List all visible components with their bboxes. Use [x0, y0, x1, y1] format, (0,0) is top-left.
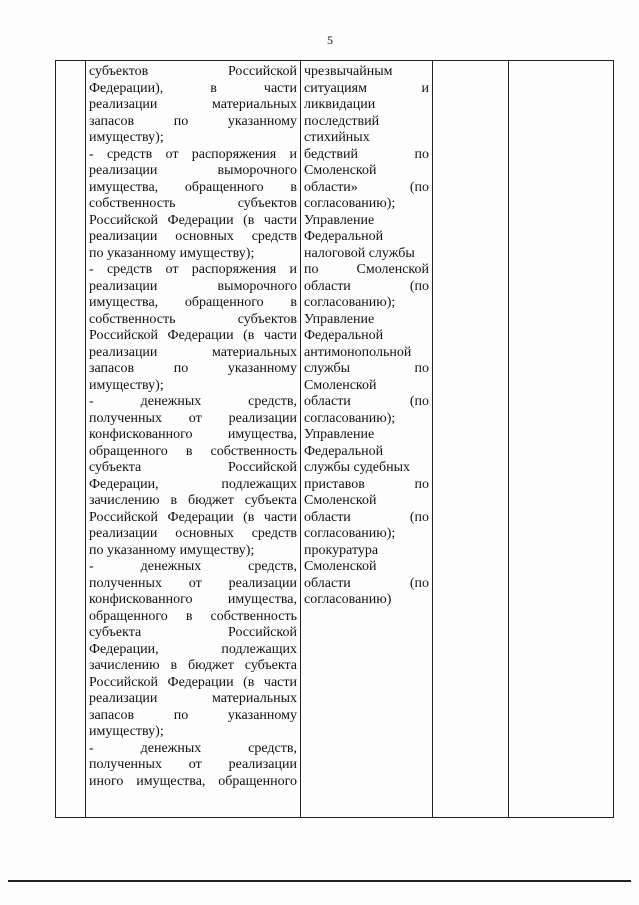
document-table	[55, 60, 614, 818]
text-line: приставов по	[304, 476, 429, 492]
text-line: - денежных средств,	[89, 740, 297, 756]
text-line: полученных от реализации	[89, 757, 297, 772]
text-line: бедствий по	[304, 146, 429, 162]
text-line: запасов по указанному	[89, 361, 297, 376]
text-line: Российской Федерации (в части	[89, 674, 297, 690]
text-line: - денежных средств,	[89, 559, 297, 574]
cell-number	[56, 61, 86, 818]
text-line: последствий	[304, 113, 380, 129]
text-line: запасов по указанному	[89, 113, 297, 129]
text-line: Смоленской	[304, 493, 377, 508]
text-line: обращенного в собственность	[89, 443, 297, 459]
text-line: Российской Федерации (в части	[89, 328, 297, 343]
text-line: согласованию);	[304, 196, 396, 211]
text-line: чрезвычайным	[304, 64, 393, 79]
text-line: согласованию);	[304, 526, 396, 541]
page-number: 5	[327, 33, 333, 47]
text-line: конфискованного имущества,	[89, 592, 297, 607]
text-line: реализации основных средств	[89, 526, 297, 541]
text-line: имуществу);	[89, 724, 164, 739]
text-line: субъектов Российской	[89, 64, 297, 79]
text-line: службы судебных	[304, 460, 411, 475]
text-line: антимонопольной	[304, 344, 412, 360]
text-line: полученных от реализации	[89, 410, 297, 426]
text-line: обращенного в собственность	[89, 608, 297, 624]
text-line: имуществу);	[89, 130, 164, 145]
text-line: стихийных	[304, 130, 370, 145]
text-line: Управление	[304, 311, 375, 327]
text-line: зачислению в бюджет субъекта	[89, 493, 297, 508]
text-line: реализации материальных	[89, 691, 297, 706]
text-line: запасов по указанному	[89, 707, 297, 723]
text-line: имущества, обращенного в	[89, 179, 297, 195]
text-line: - денежных средств,	[89, 394, 297, 409]
text-line: реализации выморочного	[89, 163, 297, 178]
sources-text	[86, 61, 300, 790]
text-line: субъекта Российской	[89, 625, 297, 640]
text-line: полученных от реализации	[89, 575, 297, 591]
text-line: Федерации), в части	[89, 80, 297, 96]
text-line: ликвидации	[304, 97, 376, 112]
text-line: согласованию);	[304, 410, 396, 426]
text-line: конфискованного имущества,	[89, 427, 297, 442]
table-row	[56, 61, 614, 818]
text-line: реализации материальных	[89, 97, 297, 112]
text-line: - средств от распоряжения и	[89, 146, 297, 162]
text-line: Федеральной	[304, 443, 384, 459]
text-line: по указанному имуществу);	[89, 245, 255, 261]
cell-deadline	[433, 61, 509, 818]
text-line: Смоленской	[304, 163, 377, 178]
text-line: субъекта Российской	[89, 460, 297, 475]
text-line: Управление	[304, 427, 375, 442]
text-line: области (по	[304, 509, 429, 525]
text-line: области (по	[304, 394, 429, 409]
text-line: собственность субъектов	[89, 196, 297, 211]
text-line: зачислению в бюджет субъекта	[89, 658, 297, 673]
text-line: реализации выморочного	[89, 278, 297, 294]
text-line: Федерации, подлежащих	[89, 641, 297, 657]
text-line: Федерации, подлежащих	[89, 476, 297, 492]
text-line: Федеральной	[304, 229, 384, 244]
text-line: области (по	[304, 278, 429, 294]
text-line: иного имущества, обращенного	[89, 773, 297, 789]
text-line: Российской Федерации (в части	[89, 212, 297, 228]
text-line: - средств от распоряжения и	[89, 262, 297, 277]
text-line: области (по	[304, 575, 429, 591]
text-line: Управление	[304, 212, 375, 228]
text-line: имущества, обращенного в	[89, 295, 297, 310]
cell-sources	[86, 61, 301, 818]
text-line: Федеральной	[304, 328, 384, 343]
cell-participants	[301, 61, 433, 818]
footer-rule	[8, 880, 631, 882]
text-line: по указанному имуществу);	[89, 542, 255, 558]
text-line: службы по	[304, 361, 429, 376]
text-line: ситуациям и	[304, 80, 429, 96]
participants-text	[301, 61, 432, 609]
text-line: согласованию)	[304, 592, 392, 607]
text-line: по Смоленской	[304, 262, 429, 277]
text-line: согласованию);	[304, 295, 396, 310]
text-line: Смоленской	[304, 559, 377, 574]
text-line: реализации материальных	[89, 344, 297, 360]
text-line: собственность субъектов	[89, 311, 297, 327]
text-line: налоговой службы	[304, 245, 415, 261]
text-line: области» (по	[304, 179, 429, 195]
text-line: имуществу);	[89, 377, 164, 393]
text-line: Российской Федерации (в части	[89, 509, 297, 525]
text-line: прокуратура	[304, 542, 379, 558]
text-line: Смоленской	[304, 377, 377, 393]
cell-notes	[509, 61, 614, 818]
text-line: реализации основных средств	[89, 229, 297, 244]
